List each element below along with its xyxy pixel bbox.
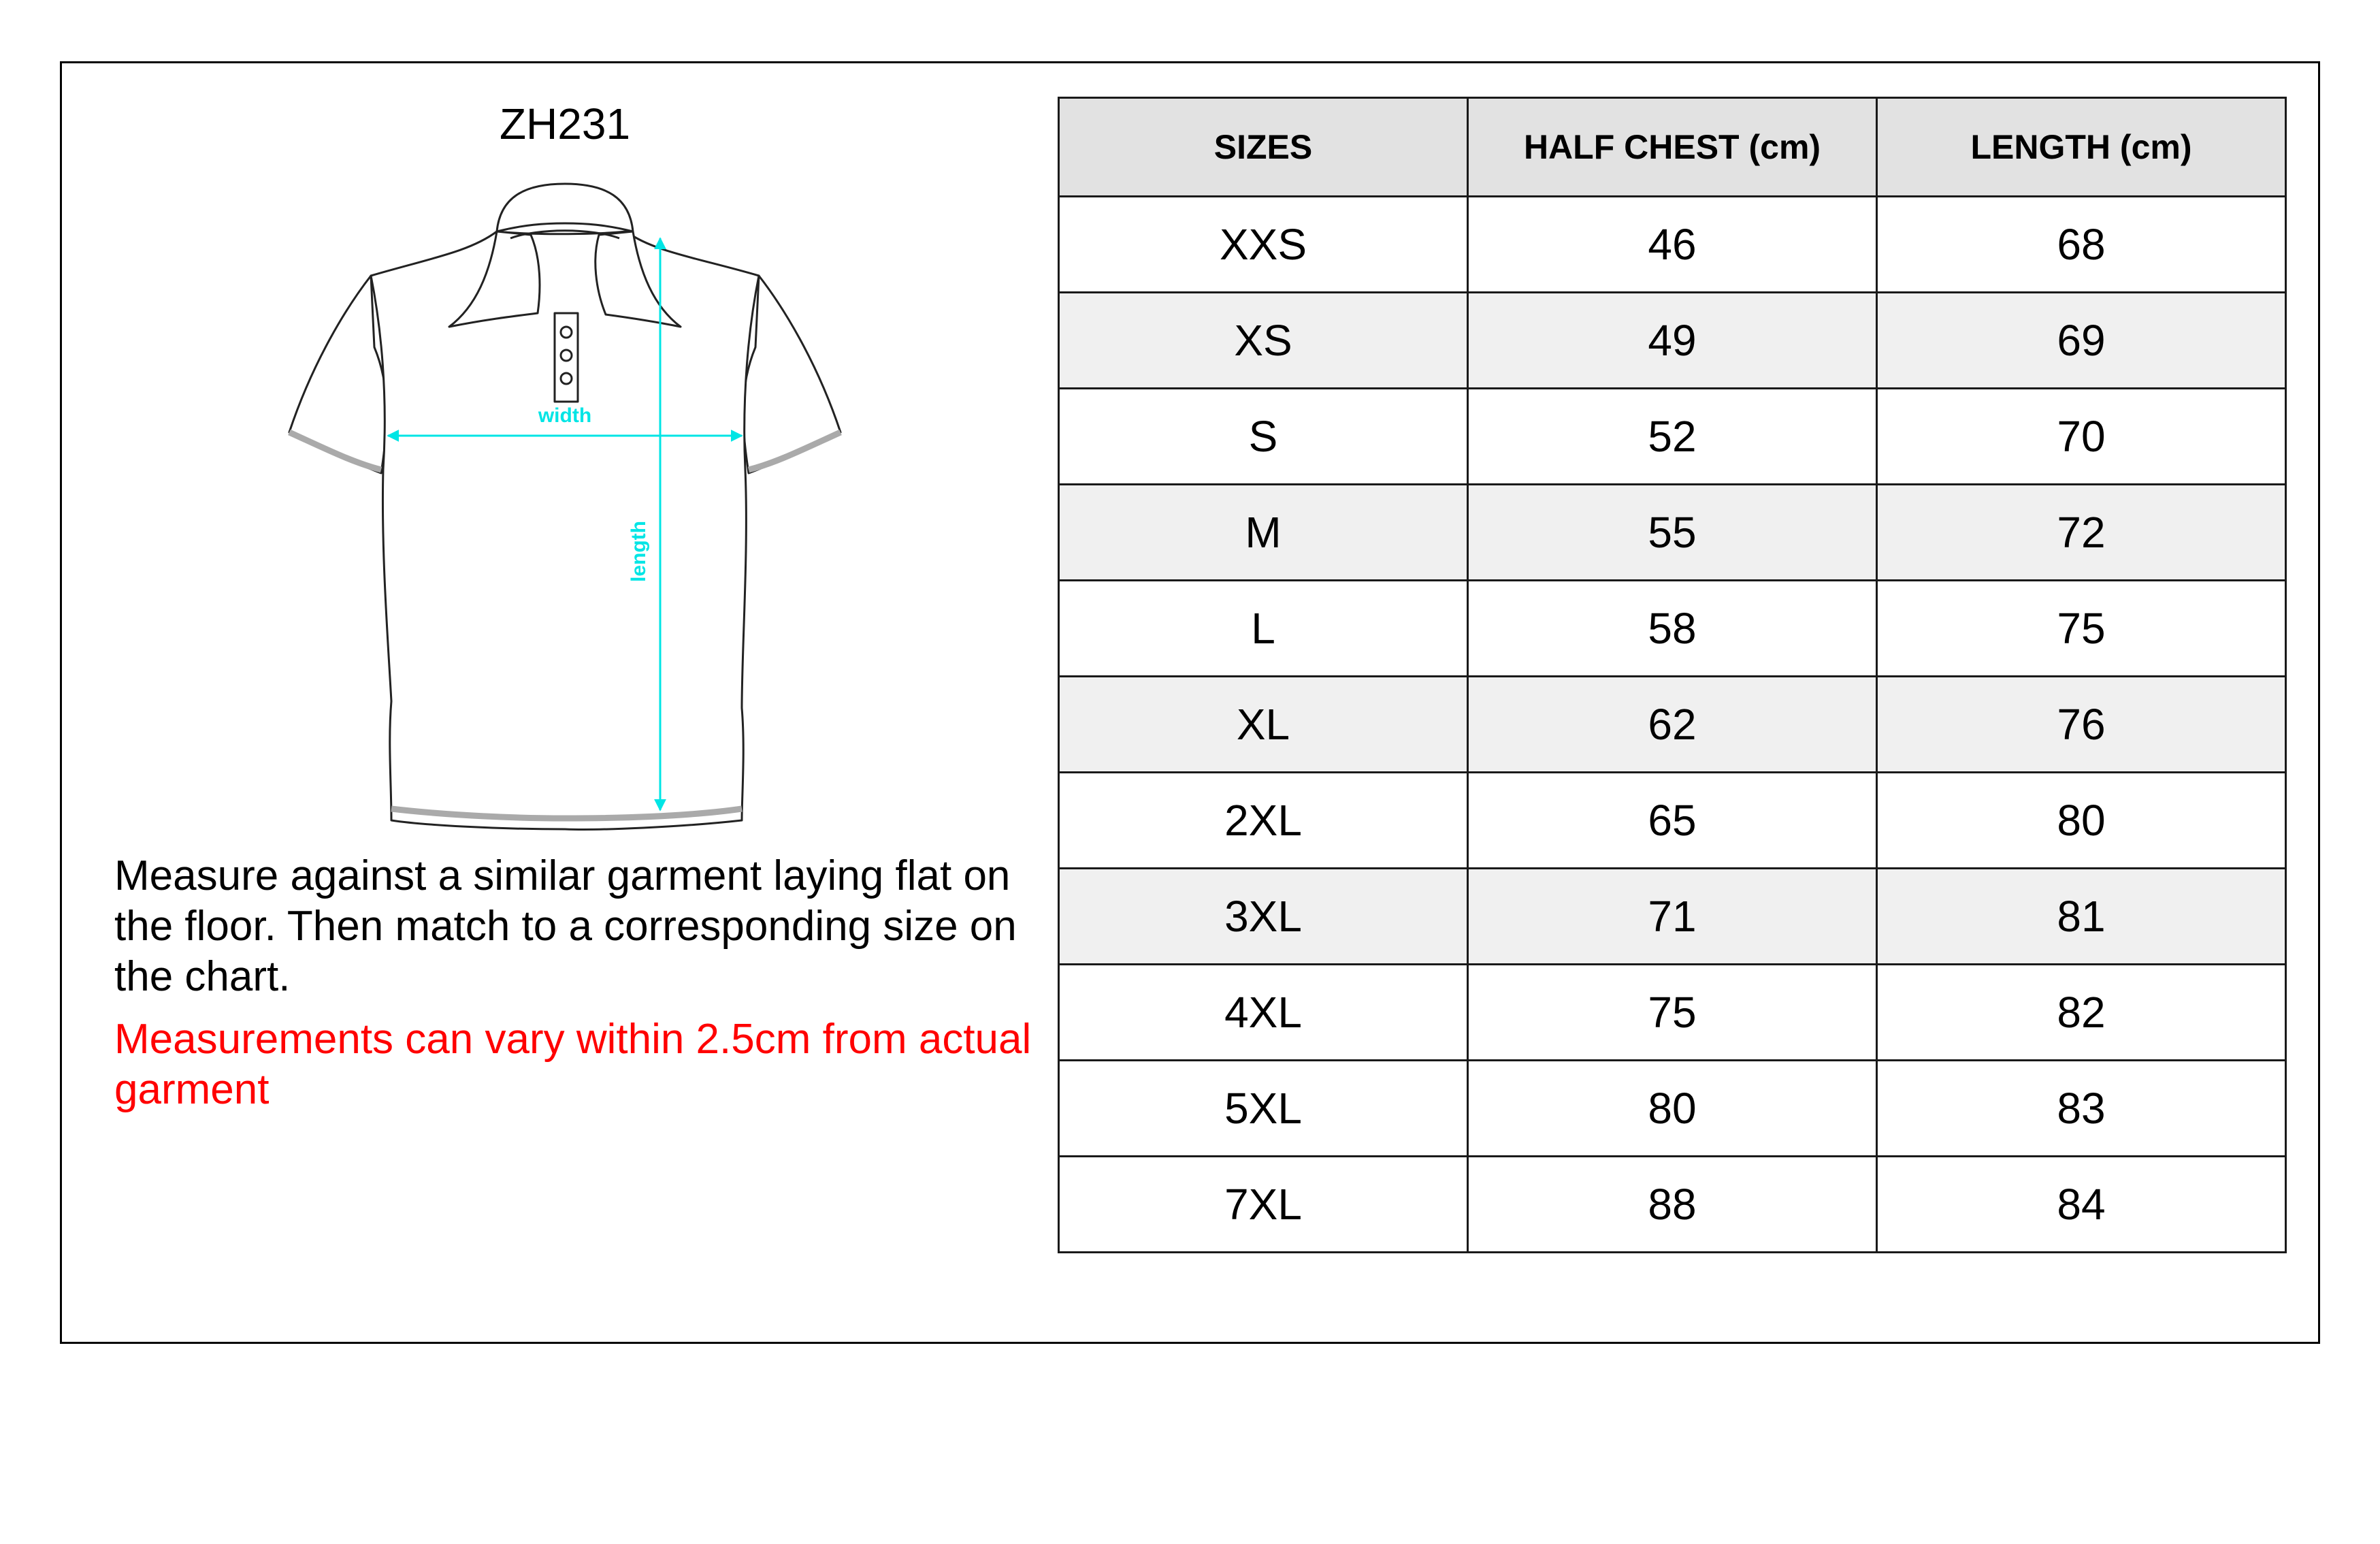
size-cell: S: [1059, 389, 1468, 485]
half-chest-cell: 55: [1468, 485, 1877, 581]
table-header-row: [1059, 98, 2286, 197]
half-chest-cell: 88: [1468, 1157, 1877, 1253]
table-row: [1059, 677, 2286, 773]
length-cell: 81: [1877, 869, 2286, 965]
size-table: [1058, 97, 2287, 1253]
table-row: [1059, 773, 2286, 869]
length-cell: 83: [1877, 1061, 2286, 1157]
half-chest-cell: 49: [1468, 293, 1877, 389]
size-cell: 5XL: [1059, 1061, 1468, 1157]
length-cell: 75: [1877, 581, 2286, 677]
half-chest-cell: 62: [1468, 677, 1877, 773]
product-code: ZH231: [499, 99, 631, 148]
size-cell: XXS: [1059, 197, 1468, 293]
header-sizes: SIZES: [1059, 98, 1468, 197]
table-row: [1059, 1157, 2286, 1253]
half-chest-cell: 80: [1468, 1061, 1877, 1157]
measurement-variance-note: Measurements can vary within 2.5cm from actual garment: [114, 1016, 1032, 1113]
right-sleeve: [743, 276, 841, 473]
table-row: [1059, 965, 2286, 1061]
length-cell: 72: [1877, 485, 2286, 581]
width-label: width: [538, 404, 592, 427]
button-2: [561, 350, 572, 361]
button-1: [561, 327, 572, 338]
length-label: length: [627, 521, 650, 582]
polo-shirt-diagram: [272, 170, 858, 837]
size-cell: XS: [1059, 293, 1468, 389]
size-cell: 4XL: [1059, 965, 1468, 1061]
size-cell: L: [1059, 581, 1468, 677]
half-chest-cell: 71: [1468, 869, 1877, 965]
table-row: [1059, 1061, 2286, 1157]
table-row: [1059, 581, 2286, 677]
measure-instructions: Measure against a similar garment laying flat on the floor. Then match to a corresponding size on the chart.: [114, 852, 1017, 1000]
length-cell: 68: [1877, 197, 2286, 293]
header-half-chest: HALF CHEST (cm): [1468, 98, 1877, 197]
length-cell: 80: [1877, 773, 2286, 869]
size-cell: XL: [1059, 677, 1468, 773]
size-cell: M: [1059, 485, 1468, 581]
collar-back: [497, 184, 633, 231]
table-row: [1059, 389, 2286, 485]
table-row: [1059, 293, 2286, 389]
left-sleeve: [289, 276, 387, 473]
half-chest-cell: 46: [1468, 197, 1877, 293]
table-row: [1059, 197, 2286, 293]
half-chest-cell: 52: [1468, 389, 1877, 485]
half-chest-cell: 75: [1468, 965, 1877, 1061]
header-length: LENGTH (cm): [1877, 98, 2286, 197]
size-cell: 3XL: [1059, 869, 1468, 965]
length-cell: 69: [1877, 293, 2286, 389]
table-row: [1059, 869, 2286, 965]
button-3: [561, 373, 572, 384]
length-cell: 84: [1877, 1157, 2286, 1253]
length-cell: 76: [1877, 677, 2286, 773]
size-cell: 2XL: [1059, 773, 1468, 869]
half-chest-cell: 65: [1468, 773, 1877, 869]
size-cell: 7XL: [1059, 1157, 1468, 1253]
table-row: [1059, 485, 2286, 581]
half-chest-cell: 58: [1468, 581, 1877, 677]
length-cell: 70: [1877, 389, 2286, 485]
length-cell: 82: [1877, 965, 2286, 1061]
